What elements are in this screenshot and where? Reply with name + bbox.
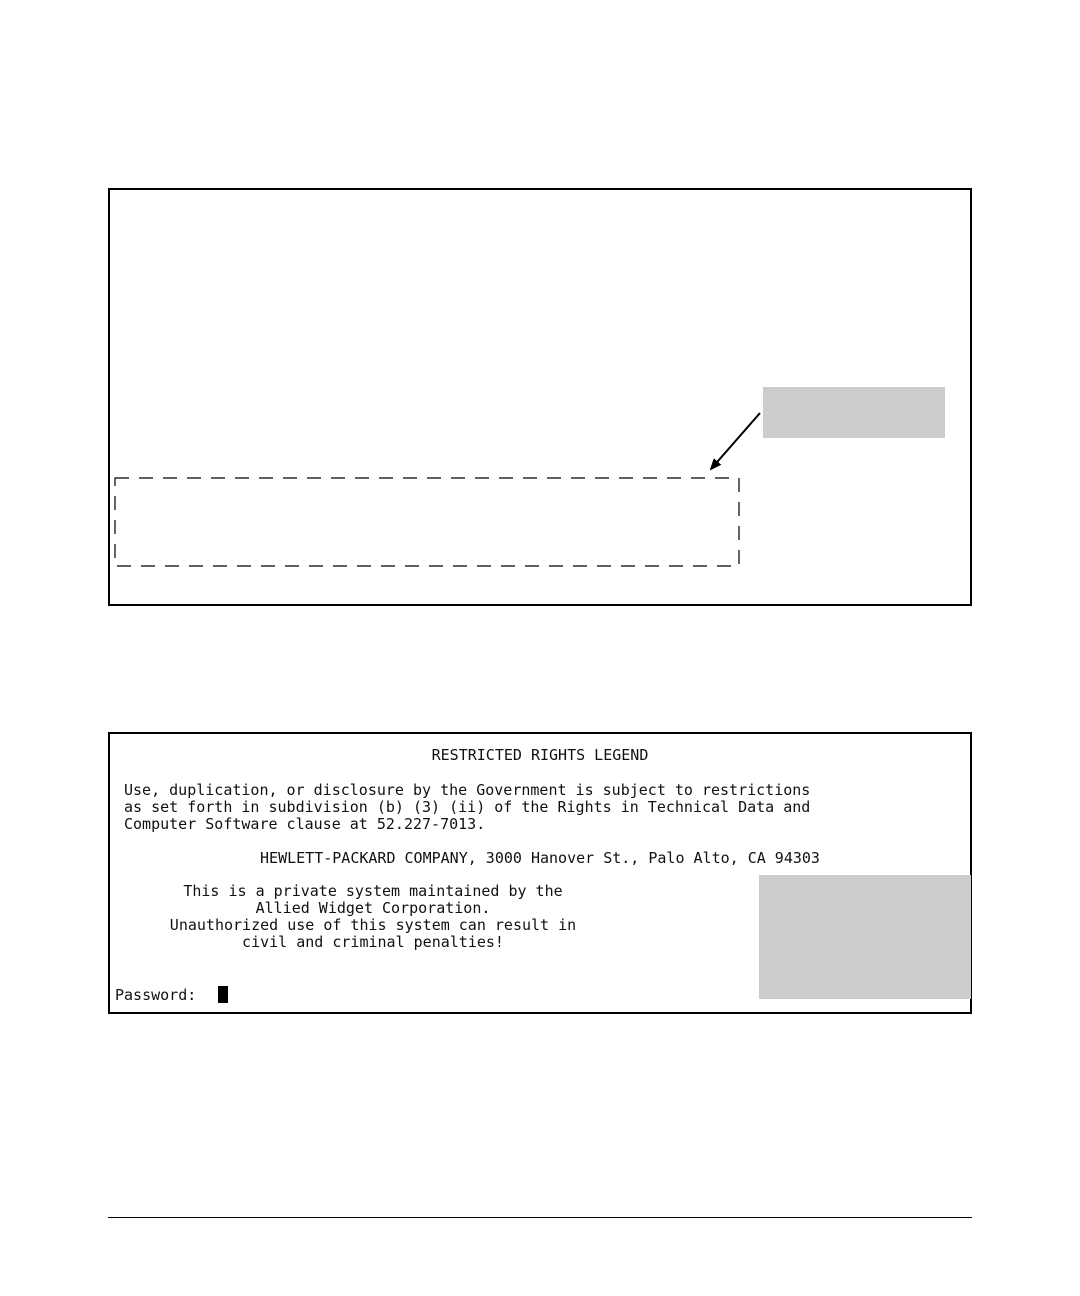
legend-title: RESTRICTED RIGHTS LEGEND [431, 746, 649, 764]
footer-divider [108, 1217, 972, 1218]
banner-placeholder-box [115, 478, 739, 566]
banner-text-line: civil and criminal penalties! [242, 933, 504, 951]
callout-arrow-top [711, 413, 760, 469]
callout-box-bottom [759, 875, 971, 999]
legend-text-line: as set forth in subdivision (b) (3) (ii) of the Rights in Technical Data and [124, 798, 811, 816]
company-address: HEWLETT-PACKARD COMPANY, 3000 Hanover St., Palo Alto, CA 94303 [260, 849, 820, 867]
password-input-cursor[interactable] [218, 986, 228, 1003]
legend-text-line: Computer Software clause at 52.227-7013. [124, 815, 486, 833]
banner-text-line: This is a private system maintained by the [183, 882, 563, 900]
legend-text-line: Use, duplication, or disclosure by the Government is subject to restrictions [124, 781, 811, 799]
banner-text-line: Allied Widget Corporation. [255, 899, 491, 917]
banner-text-line: Unauthorized use of this system can result in [169, 916, 577, 934]
password-prompt: Password: [115, 986, 197, 1004]
